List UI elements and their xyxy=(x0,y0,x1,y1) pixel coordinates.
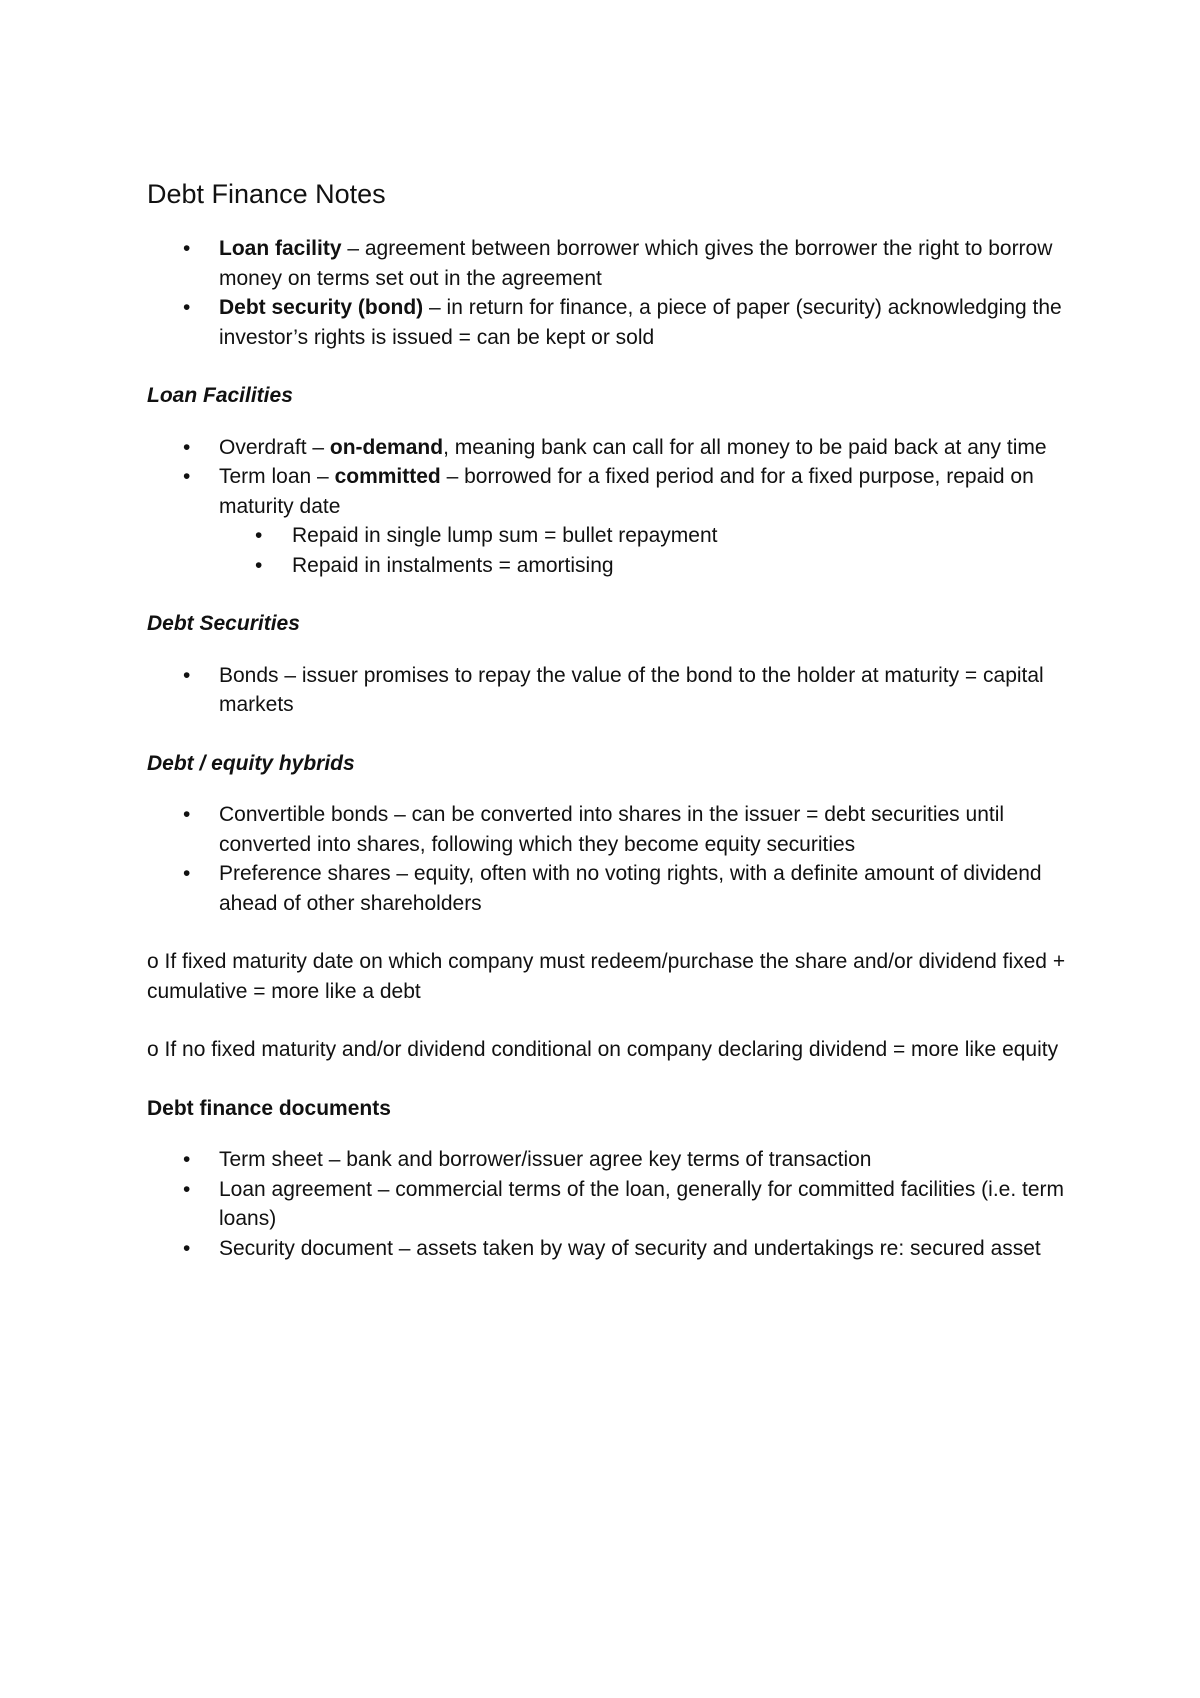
list-item xyxy=(147,234,1067,293)
list-item: • Loan agreement – commercial terms of the loan, generally for committed facilities (i.e. term loans) xyxy=(147,1175,1067,1234)
list-item: • Convertible bonds – can be converted into shares in the issuer = debt securities until converted into shares, following which they become equity securities xyxy=(147,800,1067,859)
list-item: • Term sheet – bank and borrower/issuer agree key terms of transaction xyxy=(147,1145,1067,1175)
sub-list xyxy=(147,521,1067,580)
item-text: – borrowed for a fixed period and for a fixed purpose, repaid on maturity date xyxy=(219,465,1034,518)
item-text: , meaning bank can call for all money to be paid back at any time xyxy=(443,435,1047,459)
loan-facilities-list xyxy=(147,433,1067,581)
term: committed xyxy=(334,465,441,488)
intro-list xyxy=(147,234,1067,352)
item-text: Overdraft – xyxy=(219,435,330,459)
list-item: • Preference shares – equity, often with no voting rights, with a definite amount of dividend ahead of other shareholders xyxy=(147,859,1067,918)
list-item: • Security document – assets taken by way of security and undertakings re: secured asset xyxy=(147,1234,1067,1264)
list-item xyxy=(147,433,1067,463)
list-item: • Bonds – issuer promises to repay the value of the bond to the holder at maturity = capital markets xyxy=(147,661,1067,720)
definition: – in return for finance, a piece of paper (security) acknowledging the investor’s rights is issued = can be kept or sold xyxy=(219,296,1062,349)
term: Loan facility xyxy=(219,237,342,260)
hybrids-list xyxy=(147,800,1067,918)
item-text: Term loan – xyxy=(219,465,335,488)
sub-list-item: • Repaid in instalments = amortising xyxy=(147,551,1067,581)
definition: – agreement between borrower which gives the borrower the right to borrow money on terms set out in the agreement xyxy=(219,237,1053,290)
page-title: Debt Finance Notes xyxy=(147,179,386,209)
term: on-demand xyxy=(329,435,444,459)
section-heading-hybrids: Debt / equity hybrids xyxy=(147,751,355,775)
documents-list xyxy=(147,1145,1067,1263)
note-paragraph: o If no fixed maturity and/or dividend conditional on company declaring dividend = more like equity xyxy=(147,1038,1059,1061)
note-paragraph: o If fixed maturity date on which company must redeem/purchase the share and/or dividend fixed + cumulative = more like a debt xyxy=(147,950,1066,1003)
list-item xyxy=(147,462,1067,580)
section-heading-loan-facilities: Loan Facilities xyxy=(147,384,293,407)
document-page xyxy=(147,176,1067,1292)
section-heading-documents: Debt finance documents xyxy=(147,1096,391,1120)
term: Debt security (bond) xyxy=(219,296,424,319)
list-item xyxy=(147,293,1067,352)
section-heading-debt-securities: Debt Securities xyxy=(147,612,300,635)
sub-list-item: • Repaid in single lump sum = bullet repayment xyxy=(147,521,1067,551)
debt-securities-list xyxy=(147,661,1067,720)
